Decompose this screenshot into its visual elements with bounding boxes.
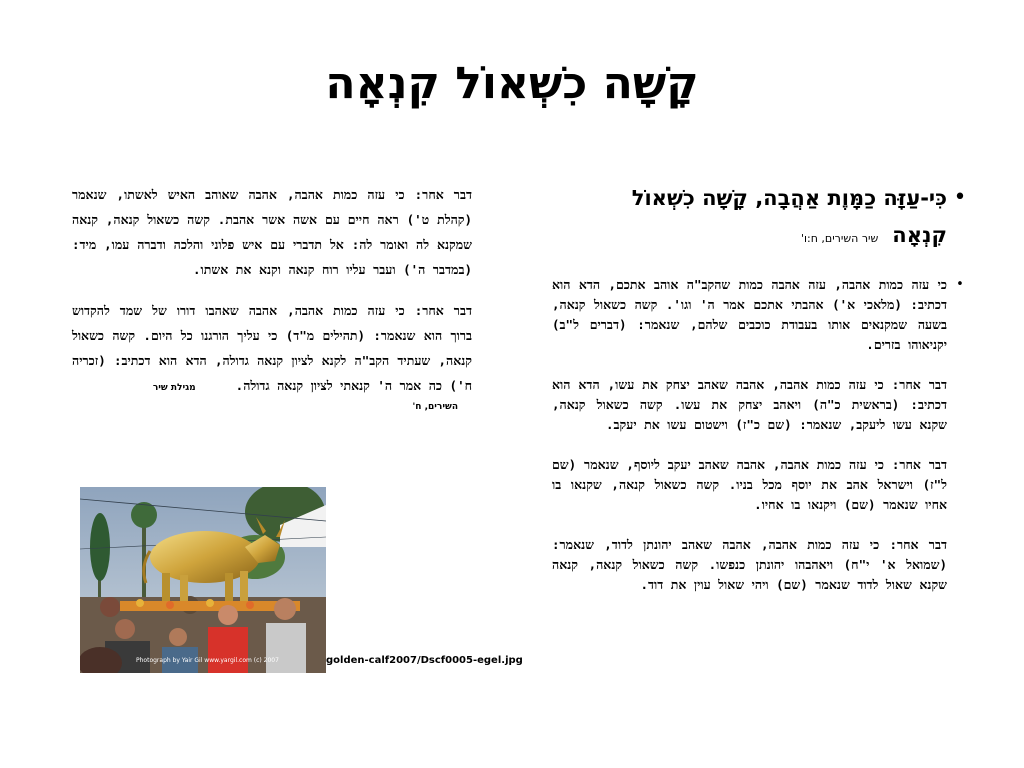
photo-caption: golden-calf2007/Dscf0005-egel.jpg [326, 655, 523, 666]
midrash-text [552, 275, 947, 615]
verse-text [552, 180, 947, 257]
midrash-paragraph [72, 298, 472, 401]
midrash-paragraph: כי עזה כמות אהבה, עזה אהבה כמות שהקב"ה אוהב אתכם, הדא הוא דכתיב: (מלאכי א') אהבתי אתכם אמר ה' וגו'. קשה כשאול קנאה, בשעה שמקנאים אותו בעבודת כוכבים שלהם, שנאמר: (דברים ל"ב) יקניאוהו בזרים. [552, 277, 947, 352]
verse-source: שיר השירים, ח:ו' [801, 232, 879, 245]
midrash-paragraph: דבר אחר: כי עזה כמות אהבה, אהבה שאהב יהונתן לדוד, שנאמר: (שמואל א' י"ח) ויאהבהו יהונתן כנפשו. קשה כשאול קנאה, קנאה שקנא שאול לדוד שנאמר (שם) ויהי שאול עוין את דוד. [552, 537, 947, 592]
slide-title: קָשָׁה כִשְׁאוֹל קִנְאָה [325, 58, 699, 109]
verse-bullet-row [528, 180, 973, 257]
midrash-paragraph: דבר אחר: כי עזה כמות אהבה, אהבה שאוהב האיש לאשתו, שנאמר (קהלת ט') ראה חיים עם אשה אשר אהבת. קשה כשאול קנאה, קנאה שמקנא לה ואומר לה: אל תדברי עם איש פלוני והלכה ודברה עמו, מיד: (במדבר ה') ועבר עליו רוח קנאה וקנא את אשתו. [72, 187, 472, 277]
golden-calf-illustration [80, 487, 326, 673]
midrash-paragraph-text: דבר אחר: כי עזה כמות אהבה, אהבה שאהבו דורו של שמד להקדוש ברוך הוא שנאמר: (תהילים מ"ד) כי עליך הורגנו כל היום. קשה כשאול קנאה, שעתיד הקב"ה לקנא לציון קנאה גדולה, הדא הוא דכתיב: (זכריה ח') כה אמר ה' קנאתי לציון קנאה גדולה. [72, 303, 472, 393]
verse-quote: כִּי-עַזָּה כַמָּוֶת אַהֲבָה, קָשָׁה כִשְׁאוֹל קִנְאָה [631, 186, 947, 247]
verse-block [552, 180, 947, 257]
bullet-marker: • [956, 277, 964, 292]
source-label-continued: השירים, ח' [412, 402, 458, 412]
midrash-paragraph: דבר אחר: כי עזה כמות אהבה, אהבה שאהב יצחק את עשו, הדא הוא דכתיב: (בראשית כ"ה) ויאהב יצחק את עשו. קשה כשאול קנאה, שקנא עשו ליעקב, שנאמר: (שם כ"ז) וישטום עשו את יעקב. [552, 377, 947, 432]
midrash-paragraph: דבר אחר: כי עזה כמות אהבה, אהבה שאהב יעקב ליוסף, שנאמר (שם ל"ז) וישראל אהב את יוסף מכל בניו. קשה כשאול קנאה, שקנאו בו אחיו שנאמר (שם) ויקנאו בו אחיו. [552, 457, 947, 512]
left-column [72, 182, 472, 413]
photo-watermark: Photograph by Yair Gil www.yargil.com (c) 2007 [136, 657, 279, 664]
source-label: מגילת שיר [152, 383, 196, 393]
bullet-marker: • [953, 185, 967, 210]
golden-calf-photo [80, 487, 326, 673]
midrash-bullet-row [528, 275, 973, 615]
right-column [528, 180, 973, 615]
